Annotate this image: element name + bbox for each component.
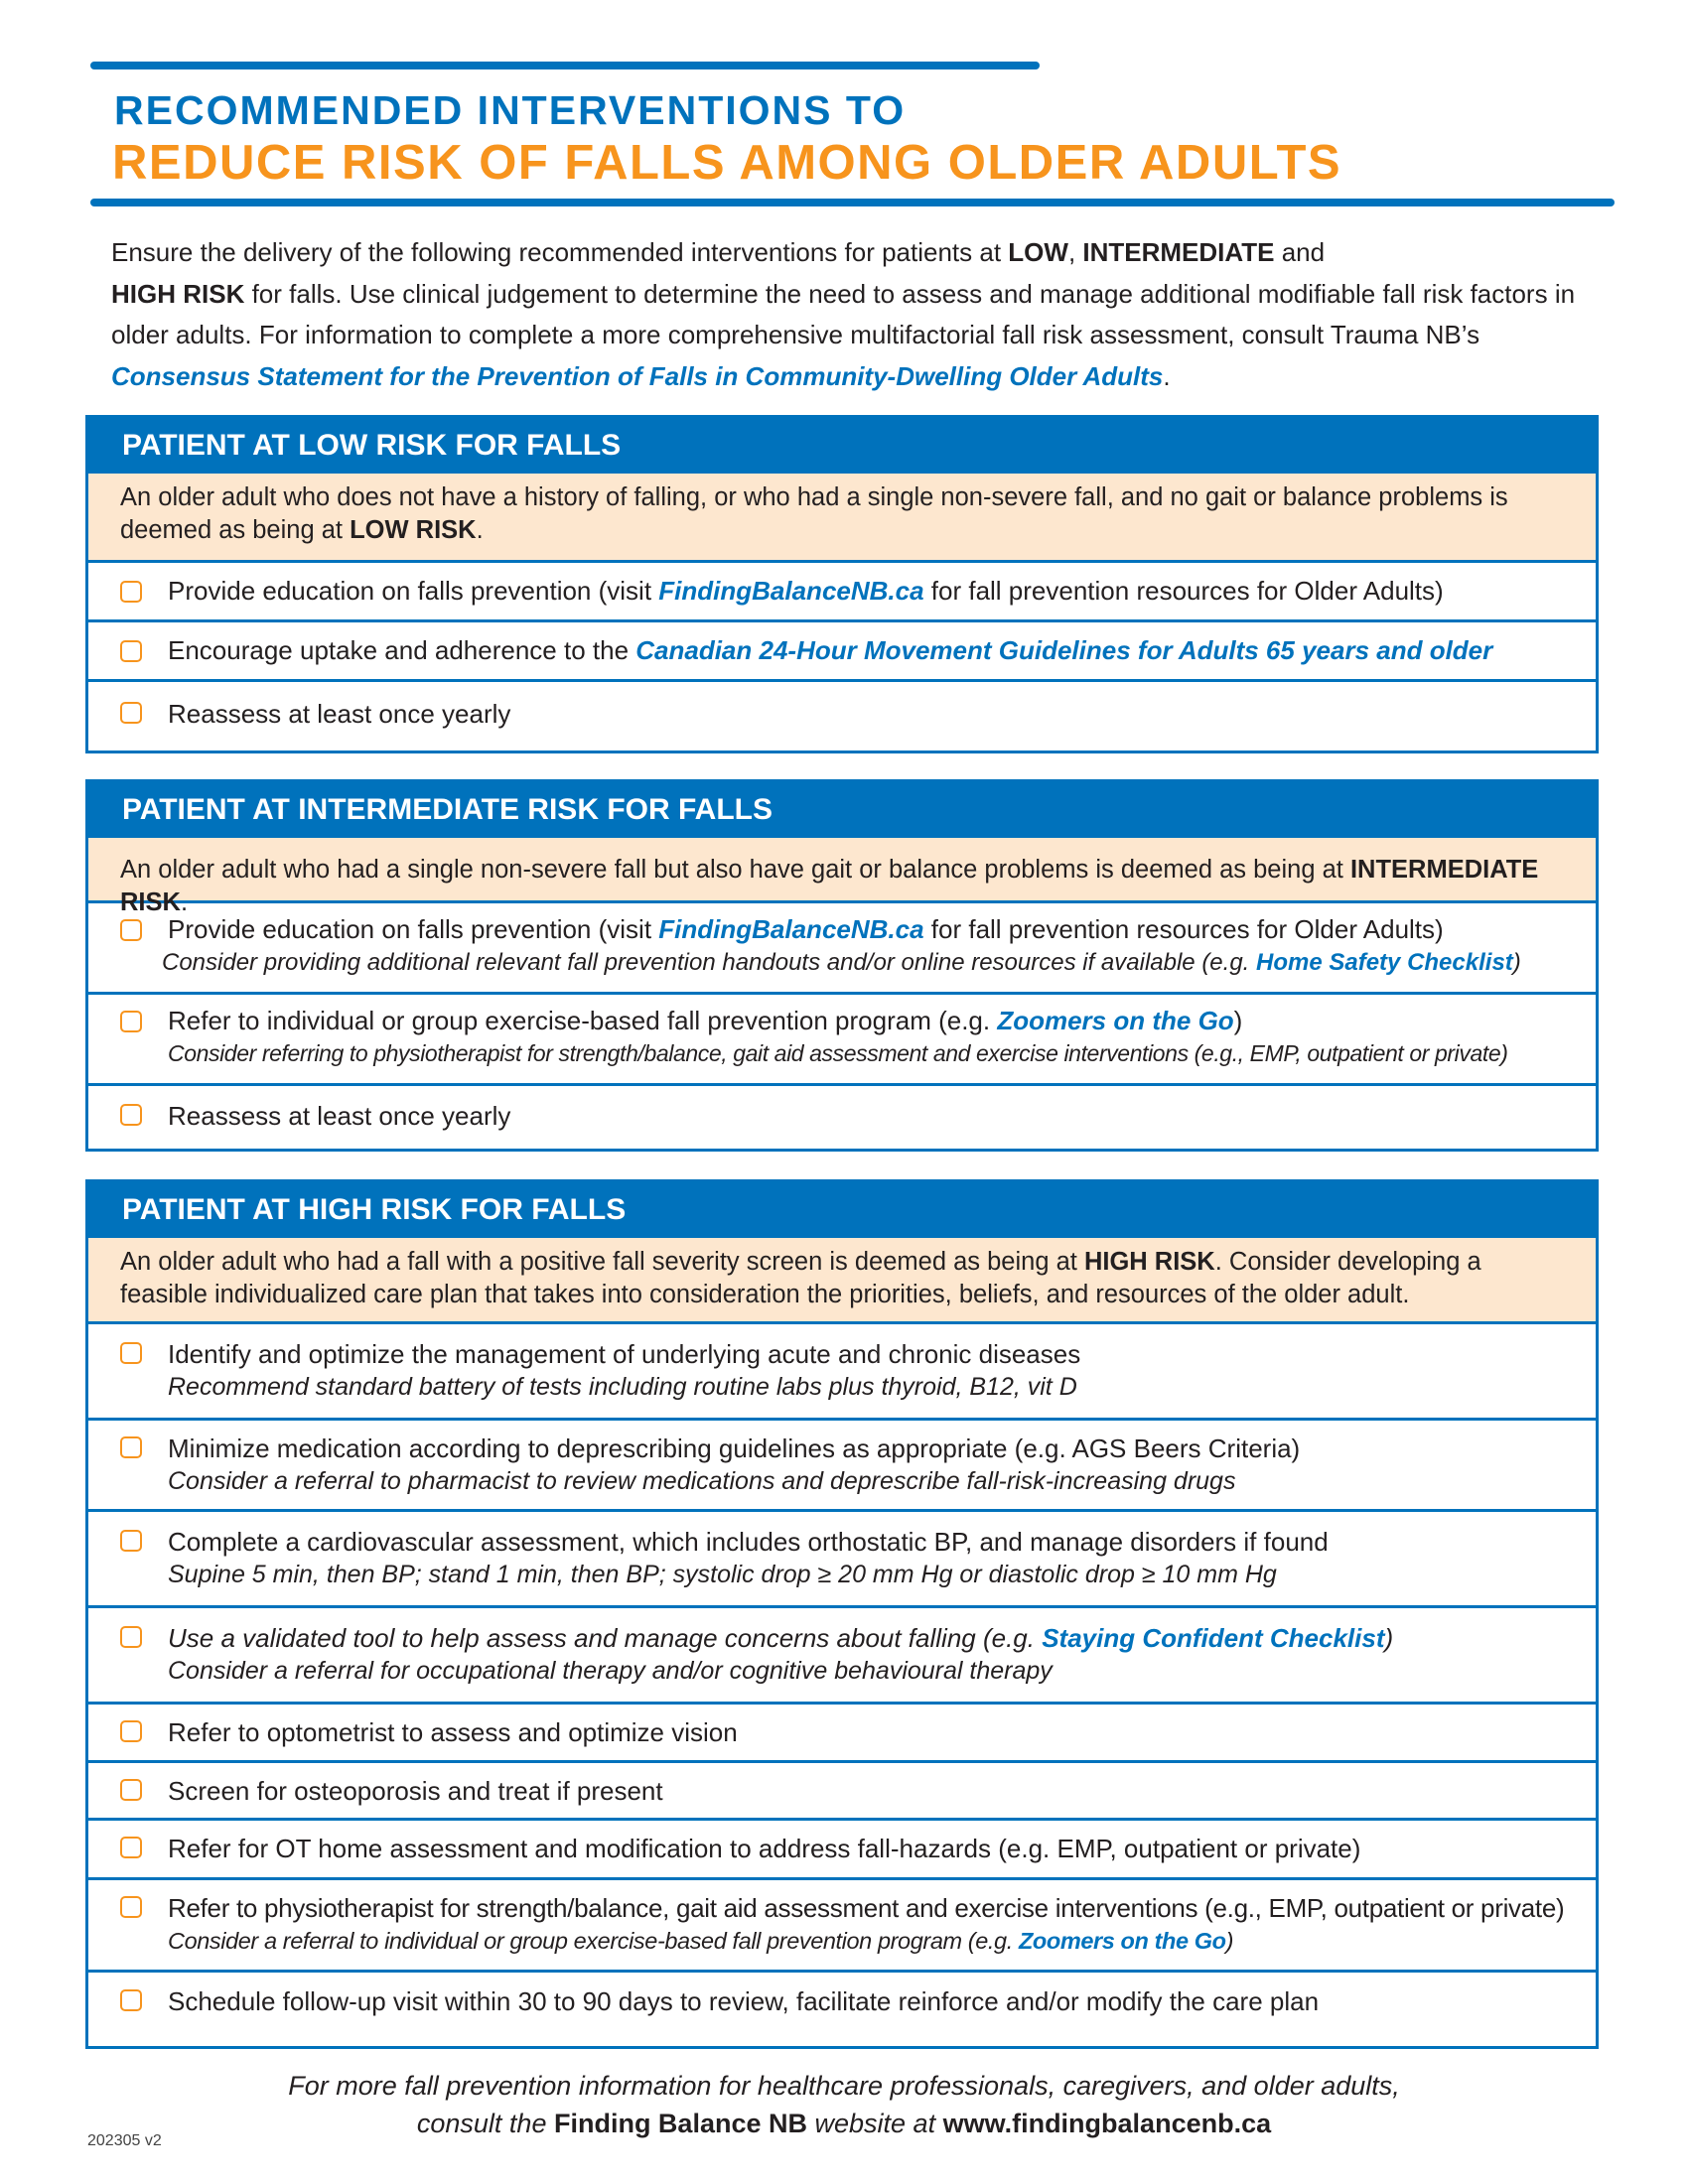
intro-paragraph: Ensure the delivery of the following recommended interventions for patients at LOW, INTERMEDIATE and HIGH RISK for falls. Use clinical judgement to determine the need to assess and manage additional modifiable fall risk factors in older adults. For information to complete a more comprehensive multifactorial fall risk assessment, consult Trauma NB’s Consensus Statement for the Prevention of Falls in Community-Dwelling Older Adults. — [111, 237, 1576, 391]
page-title-line1: RECOMMENDED INTERVENTIONS TO — [114, 87, 907, 133]
checklist-item: Minimize medication according to deprescribing guidelines as appropriate (e.g. AGS Beers Criteria) Consider a referral to pharmacist to review medications and deprescribe fall-risk-increasing drugs — [88, 1421, 1596, 1512]
low-risk-description: An older adult who does not have a history of falling, or who had a single non-severe fall, and no gait or balance problems is deemed as being at LOW RISK. — [88, 474, 1596, 563]
intermediate-risk-description: An older adult who had a single non-severe fall but also have gait or balance problems is deemed as being at INTERMEDIATE RISK. — [88, 838, 1596, 903]
checklist-item: Identify and optimize the management of underlying acute and chronic diseases Recommend standard battery of tests including routine labs plus thyroid, B12, vit D — [88, 1324, 1596, 1421]
checkbox[interactable] — [120, 1011, 142, 1032]
findingbalance-link[interactable]: FindingBalanceNB.ca — [658, 914, 924, 944]
checklist-item: Provide education on falls prevention (visit FindingBalanceNB.ca for fall prevention resources for Older Adults) Consider providing additional relevant fall prevention handouts and/or online resources if available (e.g. Home Safety Checklist) — [88, 903, 1596, 995]
checklist-item: Reassess at least once yearly — [88, 1086, 1596, 1151]
top-rule — [90, 62, 1040, 69]
checkbox[interactable] — [120, 1779, 142, 1801]
checkbox[interactable] — [120, 640, 142, 662]
checkbox[interactable] — [120, 1896, 142, 1918]
high-risk-section — [85, 1179, 1599, 2049]
home-safety-checklist-link[interactable]: Home Safety Checklist — [1256, 949, 1513, 976]
consensus-statement-link[interactable]: Consensus Statement for the Prevention of Falls in Community-Dwelling Older Adults — [111, 360, 1164, 391]
high-risk-heading: PATIENT AT HIGH RISK FOR FALLS — [88, 1182, 1596, 1238]
checkbox[interactable] — [120, 702, 142, 724]
zoomers-link[interactable]: Zoomers on the Go — [1018, 1928, 1226, 1954]
checkbox[interactable] — [120, 1342, 142, 1364]
checkbox[interactable] — [120, 1104, 142, 1126]
checkbox[interactable] — [120, 581, 142, 603]
footer: For more fall prevention information for healthcare professionals, caregivers, and older adults, consult the Finding Balance NB website at www.findingbalancenb.ca — [288, 2071, 1400, 2138]
findingbalance-link[interactable]: FindingBalanceNB.ca — [658, 576, 924, 606]
checkbox[interactable] — [120, 919, 142, 941]
checkbox[interactable] — [120, 1837, 142, 1858]
staying-confident-link[interactable]: Staying Confident Checklist — [1042, 1623, 1385, 1653]
checklist-item: Provide education on falls prevention (visit FindingBalanceNB.ca for fall prevention resources for Older Adults) — [88, 563, 1596, 622]
intermediate-risk-section — [85, 779, 1599, 1152]
checkbox[interactable] — [120, 1530, 142, 1552]
checklist-item: Encourage uptake and adherence to the Canadian 24-Hour Movement Guidelines for Adults 65 years and older — [88, 622, 1596, 682]
checklist-item: Refer for OT home assessment and modification to address fall-hazards (e.g. EMP, outpatient or private) — [88, 1821, 1596, 1880]
checklist-item: Refer to physiotherapist for strength/balance, gait aid assessment and exercise interventions (e.g., EMP, outpatient or private) Consider a referral to individual or group exercise-based fall prevention program (e.g. Zoomers on the Go) — [88, 1880, 1596, 1973]
checklist-item: Use a validated tool to help assess and manage concerns about falling (e.g. Staying Confident Checklist) Consider a referral for occupational therapy and/or cognitive behavioural therapy — [88, 1608, 1596, 1705]
title-rule — [90, 199, 1615, 206]
version-code: 202305 v2 — [87, 2132, 162, 2149]
zoomers-link[interactable]: Zoomers on the Go — [997, 1006, 1234, 1035]
checklist-item: Reassess at least once yearly — [88, 682, 1596, 751]
checklist-item: Refer to individual or group exercise-based fall prevention program (e.g. Zoomers on the Go) Consider referring to physiotherapist for strength/balance, gait aid assessment and exercise interventions (e.g., EMP, outpatient or private) — [88, 995, 1596, 1086]
checklist-item: Schedule follow-up visit within 30 to 90 days to review, facilitate reinforce and/or modify the care plan — [88, 1973, 1596, 2036]
checkbox[interactable] — [120, 1720, 142, 1742]
footer-website-link[interactable]: www.findingbalancenb.ca — [942, 2109, 1272, 2138]
low-risk-section — [85, 415, 1599, 753]
movement-guidelines-link[interactable]: Canadian 24-Hour Movement Guidelines for Adults 65 years and older — [635, 635, 1493, 665]
checkbox[interactable] — [120, 1436, 142, 1458]
checklist-item: Screen for osteoporosis and treat if present — [88, 1763, 1596, 1821]
checklist-item: Refer to optometrist to assess and optimize vision — [88, 1705, 1596, 1763]
page-title-line2: REDUCE RISK OF FALLS AMONG OLDER ADULTS — [112, 136, 1342, 190]
intermediate-risk-heading: PATIENT AT INTERMEDIATE RISK FOR FALLS — [88, 782, 1596, 838]
checklist-item: Complete a cardiovascular assessment, which includes orthostatic BP, and manage disorders if found Supine 5 min, then BP; stand 1 min, then BP; systolic drop ≥ 20 mm Hg or diastolic drop ≥ 10 mm Hg — [88, 1512, 1596, 1608]
high-risk-description: An older adult who had a fall with a positive fall severity screen is deemed as being at HIGH RISK. Consider developing a feasible individualized care plan that takes into consideration the priorities, beliefs, and resources of the older adult. — [88, 1238, 1596, 1324]
checkbox[interactable] — [120, 1626, 142, 1648]
checkbox[interactable] — [120, 1989, 142, 2011]
low-risk-heading: PATIENT AT LOW RISK FOR FALLS — [88, 418, 1596, 474]
